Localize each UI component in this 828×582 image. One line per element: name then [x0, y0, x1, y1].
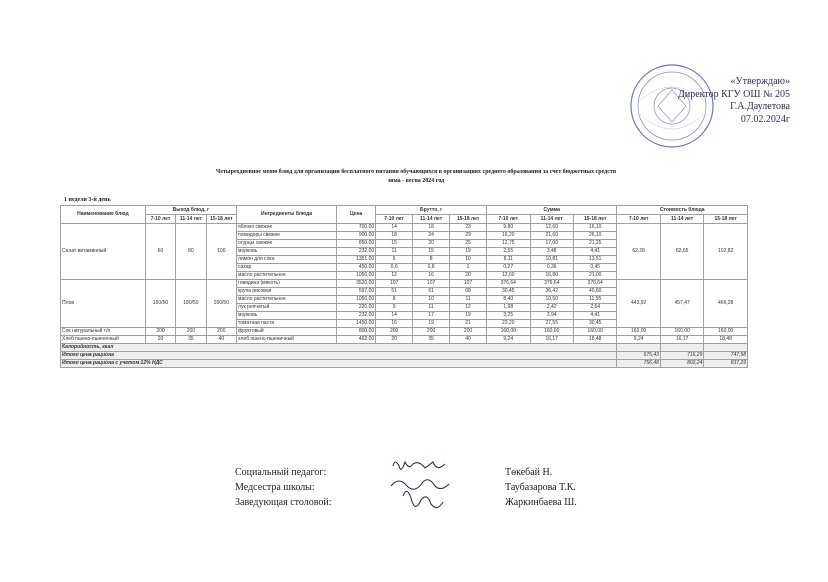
gross-value: 19 — [413, 320, 450, 328]
header-row-2 — [61, 215, 748, 224]
ingredient-name: томатная паста — [237, 320, 337, 328]
col-gross: Брутто, г — [376, 206, 487, 215]
sum-value: 17,00 — [530, 240, 573, 248]
gross-value: 18 — [376, 232, 413, 240]
document-title — [100, 168, 732, 186]
menu-table — [60, 205, 748, 368]
approval-block — [640, 76, 790, 126]
ingredient-price: 1450,00 — [337, 320, 376, 328]
sum-value: 30,45 — [573, 320, 616, 328]
table-row — [61, 280, 748, 288]
gross-value: 19 — [450, 248, 487, 256]
yield-value: 200/50 — [206, 280, 236, 328]
yield-value: 200 — [176, 328, 206, 336]
col-ingredients: Ингредиенты блюда — [237, 206, 337, 224]
ingredient-name: яблоко свежие — [237, 224, 337, 232]
table-row — [61, 328, 748, 336]
ingredient-price: 1050,00 — [337, 272, 376, 280]
ingredient-price: 1050,00 — [337, 296, 376, 304]
ingredient-name: лимон для сока — [237, 256, 337, 264]
col-yield: Выход блюд, г — [145, 206, 236, 215]
age-header: 7-10 лет — [376, 215, 413, 224]
gross-value: 200 — [376, 328, 413, 336]
approval-line-4: 07.02.2024г — [740, 113, 790, 125]
total-value — [704, 344, 748, 352]
yield-value: 20 — [145, 336, 175, 344]
gross-value: 35 — [413, 336, 450, 344]
total-label: Итого цена рациона с учетом 12% НДС — [61, 360, 617, 368]
table-row — [61, 224, 748, 232]
sum-value: 10,50 — [530, 296, 573, 304]
sum-value: 10,81 — [530, 256, 573, 264]
col-dish-name: Наименование блюд — [61, 206, 146, 224]
ingredient-price: 800,00 — [337, 328, 376, 336]
sum-value: 4,41 — [573, 248, 616, 256]
approval-line-1: «Утверждаю» — [730, 76, 790, 87]
age-header: 15-18 лет — [206, 215, 236, 224]
gross-value: 16 — [376, 320, 413, 328]
ingredient-price: 220,00 — [337, 304, 376, 312]
yield-value: 150/50 — [145, 280, 175, 328]
sum-value: 2,42 — [530, 304, 573, 312]
gross-value: 20 — [413, 240, 450, 248]
dish-cost: 62,28 — [617, 224, 660, 280]
sum-value: 40,60 — [573, 288, 616, 296]
gross-value: 200 — [450, 328, 487, 336]
ingredient-price: 700,00 — [337, 224, 376, 232]
signature-role: Заведующая столовой: — [235, 497, 332, 508]
total-label: Итого цена рациона — [61, 352, 617, 360]
sum-value: 4,41 — [573, 312, 616, 320]
sum-value: 160,00 — [530, 328, 573, 336]
gross-value: 12 — [376, 272, 413, 280]
approval-line-2: Директор КГУ ОШ № 205 — [678, 88, 790, 100]
sum-value: 2,64 — [573, 304, 616, 312]
gross-value: 12 — [450, 304, 487, 312]
ingredient-price: 850,00 — [337, 240, 376, 248]
age-header: 15-18 лет — [704, 215, 748, 224]
sum-value: 160,00 — [573, 328, 616, 336]
gross-value: 19 — [450, 312, 487, 320]
sum-value: 26,10 — [573, 232, 616, 240]
sum-value: 21,60 — [530, 232, 573, 240]
sum-value: 21,00 — [573, 272, 616, 280]
dish-name: Салат витаминный — [61, 224, 146, 280]
ingredient-price: 900,00 — [337, 232, 376, 240]
yield-value: 200 — [145, 328, 175, 336]
sum-value: 0,45 — [573, 264, 616, 272]
total-value: 756,48 — [617, 360, 660, 368]
gross-value: 17 — [413, 312, 450, 320]
dish-cost: 443,92 — [617, 280, 660, 328]
ingredient-name: говядина (мякоть) — [237, 280, 337, 288]
sum-value: 9,80 — [487, 224, 530, 232]
gross-value: 0,8 — [413, 264, 450, 272]
age-header: 15-18 лет — [573, 215, 616, 224]
gross-value: 0,6 — [376, 264, 413, 272]
title-line-2: зима - весна 2024 год — [387, 178, 445, 184]
ingredient-name: крупа рисовая — [237, 288, 337, 296]
gross-value: 68 — [450, 288, 487, 296]
gross-value: 16 — [413, 272, 450, 280]
dish-name: Плов — [61, 280, 146, 328]
sum-value: 8,11 — [487, 256, 530, 264]
handwritten-signatures — [385, 456, 455, 520]
sum-value: 16,17 — [530, 336, 573, 344]
week-label: 1 неделя 3-й день — [64, 197, 111, 203]
sum-value: 18,48 — [573, 336, 616, 344]
signature-name: Таубазарова Т.К. — [505, 482, 576, 493]
yield-value: 100 — [206, 224, 236, 280]
col-cost: Стоимость блюда — [617, 206, 748, 215]
gross-value: 18 — [413, 224, 450, 232]
sum-value: 27,55 — [530, 320, 573, 328]
dish-cost: 18,48 — [704, 336, 748, 344]
dish-name: Сок натуральный т/п — [61, 328, 146, 336]
table-row — [61, 336, 748, 344]
yield-value: 180/50 — [176, 280, 206, 328]
gross-value: 10 — [450, 256, 487, 264]
gross-value: 1 — [450, 264, 487, 272]
yield-value: 35 — [176, 336, 206, 344]
dish-cost: 102,82 — [704, 224, 748, 280]
signature-name: Жаркинбаева Ш. — [505, 497, 577, 508]
total-row — [61, 344, 748, 352]
gross-value: 8 — [376, 296, 413, 304]
dish-cost: 16,17 — [660, 336, 703, 344]
dish-name: Хлеб пшено-пшеничный — [61, 336, 146, 344]
total-value: 675,43 — [617, 352, 660, 360]
title-line-1: Четырехдневное меню блюд для организации бесплатного питания обучающихся в организациях среднего образования за счет бюджетных средств — [215, 169, 617, 175]
header-row-1 — [61, 206, 748, 215]
sum-value: 12,60 — [530, 224, 573, 232]
yield-value: 60 — [145, 224, 175, 280]
sum-value: 16,80 — [530, 272, 573, 280]
gross-value: 25 — [450, 240, 487, 248]
dish-cost: 457,47 — [660, 280, 703, 328]
ingredient-name: фруктовый — [237, 328, 337, 336]
gross-value: 29 — [450, 232, 487, 240]
sum-value: 3,25 — [487, 312, 530, 320]
yield-value: 40 — [206, 336, 236, 344]
menu-body — [61, 224, 748, 368]
signature-role: Социальный педагог: — [235, 467, 327, 478]
sum-value: 30,45 — [487, 288, 530, 296]
gross-value: 24 — [413, 232, 450, 240]
gross-value: 15 — [376, 240, 413, 248]
gross-value: 20 — [450, 272, 487, 280]
age-header: 11-14 лет — [530, 215, 573, 224]
total-value: 837,29 — [704, 360, 748, 368]
gross-value: 107 — [413, 280, 450, 288]
total-value: 802,24 — [660, 360, 703, 368]
sum-value: 3,94 — [530, 312, 573, 320]
sum-value: 376,64 — [530, 280, 573, 288]
total-row — [61, 352, 748, 360]
sum-value: 3,48 — [530, 248, 573, 256]
sum-value: 13,51 — [573, 256, 616, 264]
age-header: 15-18 лет — [450, 215, 487, 224]
sum-value: 12,60 — [487, 272, 530, 280]
sum-value: 0,27 — [487, 264, 530, 272]
gross-value: 8 — [413, 256, 450, 264]
sum-value: 9,24 — [487, 336, 530, 344]
dish-cost: 160,00 — [660, 328, 703, 336]
ingredient-price: 462,00 — [337, 336, 376, 344]
ingredient-name: масло растительное — [237, 272, 337, 280]
gross-value: 11 — [450, 296, 487, 304]
age-header: 7-10 лет — [487, 215, 530, 224]
ingredient-price: 232,00 — [337, 312, 376, 320]
gross-value: 11 — [376, 248, 413, 256]
ingredient-price: 232,00 — [337, 248, 376, 256]
sum-value: 160,00 — [487, 328, 530, 336]
ingredient-price: 1351,00 — [337, 256, 376, 264]
gross-value: 14 — [376, 312, 413, 320]
approval-line-3: Г.А.Даулетова — [730, 101, 790, 112]
gross-value: 23 — [450, 224, 487, 232]
dish-cost: 82,65 — [660, 224, 703, 280]
dish-cost: 466,28 — [704, 280, 748, 328]
ingredient-name: морковь — [237, 312, 337, 320]
sum-value: 8,40 — [487, 296, 530, 304]
signature-role: Медсестра школы: — [235, 482, 315, 493]
signature-name: Төкебай Н. — [505, 467, 553, 478]
gross-value: 15 — [413, 248, 450, 256]
total-value: 747,58 — [704, 352, 748, 360]
ingredient-price: 597,00 — [337, 288, 376, 296]
ingredient-name: хлеб пшено-пшеничный — [237, 336, 337, 344]
sum-value: 2,55 — [487, 248, 530, 256]
total-label: Калорийность, ккал — [61, 344, 617, 352]
gross-value: 61 — [413, 288, 450, 296]
gross-value: 6 — [376, 256, 413, 264]
sum-value: 376,64 — [573, 280, 616, 288]
sum-value: 376,64 — [487, 280, 530, 288]
dish-cost: 9,24 — [617, 336, 660, 344]
sum-value: 12,75 — [487, 240, 530, 248]
ingredient-name: помидоры свежие — [237, 232, 337, 240]
gross-value: 200 — [413, 328, 450, 336]
age-header: 7-10 лет — [617, 215, 660, 224]
yield-value: 200 — [206, 328, 236, 336]
ingredient-name: лук репчатый — [237, 304, 337, 312]
total-value — [617, 344, 660, 352]
sum-value: 0,36 — [530, 264, 573, 272]
sum-value: 16,20 — [487, 232, 530, 240]
yield-value: 80 — [176, 224, 206, 280]
age-header: 11-14 лет — [413, 215, 450, 224]
sum-value: 23,20 — [487, 320, 530, 328]
ingredient-price: 3520,00 — [337, 280, 376, 288]
total-value: 716,29 — [660, 352, 703, 360]
col-sum: Сумма — [487, 206, 617, 215]
sum-value: 36,42 — [530, 288, 573, 296]
ingredient-name: огурцы свежие — [237, 240, 337, 248]
gross-value: 40 — [450, 336, 487, 344]
total-row — [61, 360, 748, 368]
dish-cost: 160,00 — [704, 328, 748, 336]
sum-value: 11,55 — [573, 296, 616, 304]
total-value — [660, 344, 703, 352]
ingredient-name: морковь — [237, 248, 337, 256]
age-header: 11-14 лет — [660, 215, 703, 224]
gross-value: 11 — [413, 304, 450, 312]
gross-value: 107 — [450, 280, 487, 288]
gross-value: 51 — [376, 288, 413, 296]
dish-cost: 160,00 — [617, 328, 660, 336]
ingredient-name: сахар — [237, 264, 337, 272]
col-price: Цена — [337, 206, 376, 224]
sum-value: 16,10 — [573, 224, 616, 232]
gross-value: 20 — [376, 336, 413, 344]
gross-value: 107 — [376, 280, 413, 288]
sum-value: 21,25 — [573, 240, 616, 248]
age-header: 11-14 лет — [176, 215, 206, 224]
gross-value: 14 — [376, 224, 413, 232]
gross-value: 21 — [450, 320, 487, 328]
sum-value: 1,98 — [487, 304, 530, 312]
age-header: 7-10 лет — [145, 215, 175, 224]
gross-value: 10 — [413, 296, 450, 304]
gross-value: 9 — [376, 304, 413, 312]
ingredient-price: 450,00 — [337, 264, 376, 272]
ingredient-name: масло растительное — [237, 296, 337, 304]
